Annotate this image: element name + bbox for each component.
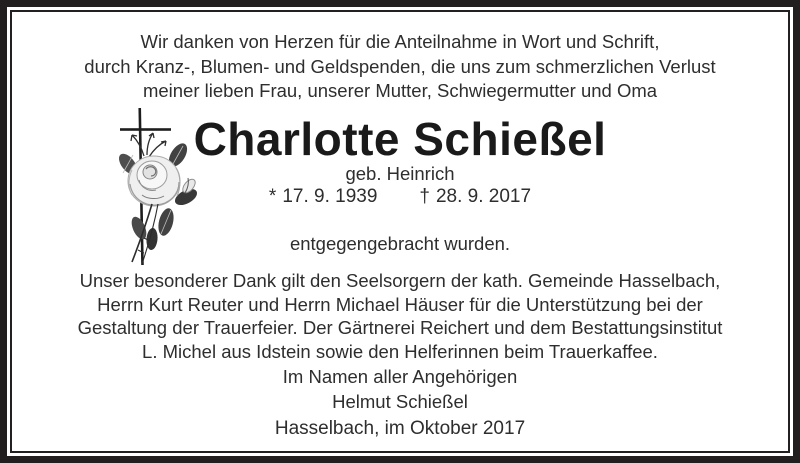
thanks-paragraph: [13, 269, 787, 363]
place-and-date: Hasselbach, im Oktober 2017: [274, 418, 526, 439]
thanks-line: L. Michel aus Idstein sowie den Helferinnen beim Trauerkaffee.: [142, 340, 658, 362]
birth-symbol: *: [268, 185, 277, 207]
thanks-line: Unser besonderer Dank gilt den Seelsorgern der kath. Gemeinde Hasselbach,: [79, 270, 721, 291]
cross-and-rose-icon: [92, 98, 212, 268]
signature-block: [13, 365, 787, 414]
intro-close-line: entgegengebracht wurden.: [289, 232, 511, 254]
death-cross-symbol: †: [419, 185, 430, 207]
intro-line: Wir danken von Herzen für die Anteilnahme in Wort und Schrift,: [140, 31, 660, 52]
birth-date: * 17. 9. 1939: [268, 185, 378, 207]
signature-on-behalf: Im Namen aller Angehörigen: [282, 366, 518, 387]
intro-line: meiner lieben Frau, unserer Mutter, Schwiegermutter und Oma: [142, 80, 658, 101]
death-date: † 28. 9. 2017: [419, 185, 532, 207]
deceased-name: Charlotte Schießel: [193, 112, 607, 165]
maiden-name: geb. Heinrich: [345, 162, 455, 184]
intro-line: durch Kranz-, Blumen- und Geldspenden, die uns zum schmerzlichen Verlust: [84, 55, 716, 77]
signature-name: Helmut Schießel: [332, 390, 468, 412]
thanks-line: Herrn Kurt Reuter und Herrn Michael Häuser für die Unterstützung bei der: [97, 293, 703, 315]
thanks-line: Gestaltung der Trauerfeier. Der Gärtnerei Reichert und dem Bestattungsinstitut: [77, 317, 723, 338]
intro-paragraph: [13, 30, 787, 104]
